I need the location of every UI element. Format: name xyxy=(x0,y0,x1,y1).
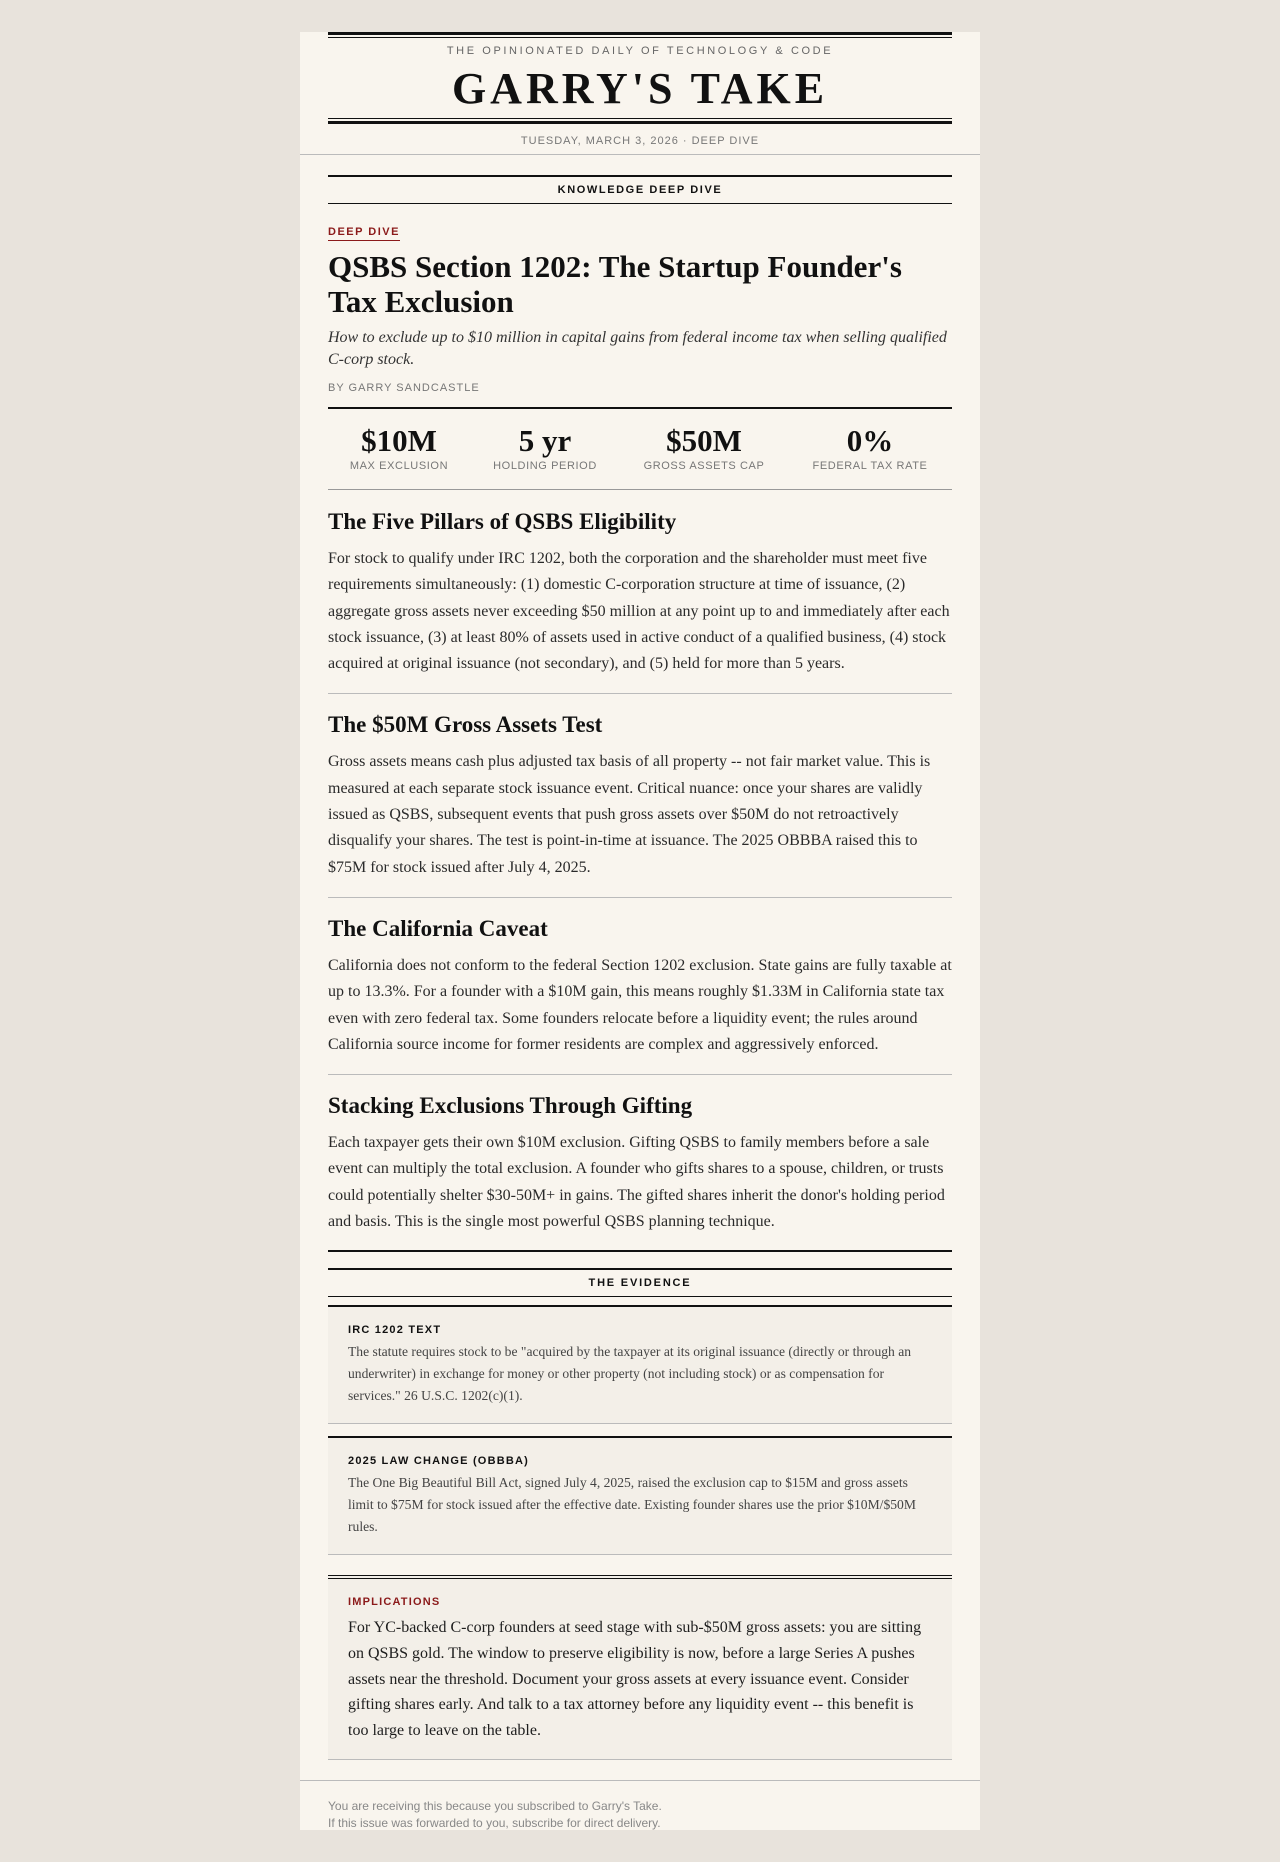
implications-body: For YC-backed C-corp founders at seed stage with sub-$50M gross assets: you are sitting on QSBS gold. The window to preserve eligibility is now, before a large Series A pushes assets near the threshold. Document your gross assets at every issuance event. Consider gifting shares early. And talk to a tax attorney before any liquidity event -- this benefit is too large to leave on the table. xyxy=(348,1619,922,1739)
evidence-body: The statute requires stock to be "acquired by the taxpayer at its original issuance (directly or through an underwriter) in exchange for money or other property (not including stock) or as compensation for services." 26 U.S.C. 1202(c)(1). xyxy=(348,1344,912,1404)
stat-label: HOLDING PERIOD xyxy=(493,460,597,472)
stat-label: MAX EXCLUSION xyxy=(349,460,449,472)
footer xyxy=(300,1780,980,1832)
article-headline: QSBS Section 1202: The Startup Founder's Tax Exclusion xyxy=(328,249,902,319)
section-body: Gross assets means cash plus adjusted tax basis of all property -- not fair market value. This is measured at each separate stock issuance event. Critical nuance: once your shares are validly issued as QSBS, subsequent events that push gross assets over $50M do not retroactively disqualify your shares. The test is point-in-time at issuance. The 2025 OBBBA raised this to $75M for stock issued after July 4, 2025. xyxy=(328,753,931,876)
section-heading: The California Caveat xyxy=(328,915,548,941)
stat-value: $10M xyxy=(361,423,437,458)
masthead-title: GARRY'S TAKE xyxy=(451,64,829,113)
section-kicker: KNOWLEDGE DEEP DIVE xyxy=(328,175,952,204)
evidence-title: IRC 1202 TEXT xyxy=(348,1324,442,1337)
masthead-rule-top xyxy=(328,32,952,35)
evidence-heading: THE EVIDENCE xyxy=(328,1268,952,1297)
category-tag[interactable]: DEEP DIVE xyxy=(328,226,400,241)
masthead-rule-top-thin xyxy=(328,37,952,38)
evidence-card-law-change xyxy=(328,1436,952,1555)
evidence-card-irc-text xyxy=(328,1305,952,1424)
main-content xyxy=(328,175,952,1780)
stat-label: FEDERAL TAX RATE xyxy=(812,460,928,472)
section-gross-assets-test xyxy=(328,694,952,896)
section-body: Each taxpayer gets their own $10M exclusion. Gifting QSBS to family members before a sale event can multiply the total exclusion. A founder who gifts shares to a spouse, children, or trusts could potentially shelter $30-50M+ in gains. The gifted shares inherit the donor's holding period and basis. This is the single most powerful QSBS planning technique. xyxy=(328,1134,945,1231)
section-heading: The Five Pillars of QSBS Eligibility xyxy=(328,509,677,534)
masthead xyxy=(328,32,952,154)
footer-subscription-note: You are receiving this because you subscribed to Garry's Take. xyxy=(328,1799,662,1814)
masthead-tagline: THE OPINIONATED DAILY OF TECHNOLOGY & CODE xyxy=(446,45,834,57)
footer-forward-note[interactable]: If this issue was forwarded to you, subscribe for direct delivery. xyxy=(328,1816,661,1831)
section-california-caveat xyxy=(328,898,952,1074)
section-body: For stock to qualify under IRC 1202, both the corporation and the shareholder must meet five requirements simultaneously: (1) domestic C-corporation structure at time of issuance, (2) aggregate gross assets never exceeding $50 million at any point up to and immediately after each stock issuance, (3) at least 80% of assets used in active conduct of a qualified business, (4) stock acquired at original issuance (not secondary), and (5) held for more than 5 years. xyxy=(328,550,950,673)
section-stacking-exclusions xyxy=(328,1075,952,1250)
article-dek: How to exclude up to $10 million in capital gains from federal income tax when selling qualified C-corp stock. xyxy=(328,329,947,368)
masthead-divider xyxy=(300,154,980,155)
evidence-body: The One Big Beautiful Bill Act, signed July 4, 2025, raised the exclusion cap to $15M and gross assets limit to $75M for stock issued after the effective date. Existing founder shares use the prior $10M/$50M rules. xyxy=(348,1475,916,1535)
implications-title: IMPLICATIONS xyxy=(348,1596,441,1609)
masthead-rule-bottom-thin xyxy=(328,118,952,119)
evidence-title: 2025 LAW CHANGE (OBBBA) xyxy=(348,1455,530,1468)
section-heading: The $50M Gross Assets Test xyxy=(328,712,603,738)
stat-holding-period xyxy=(470,409,620,489)
stat-max-exclusion xyxy=(328,409,470,489)
section-five-pillars xyxy=(328,490,952,693)
section-heading: Stacking Exclusions Through Gifting xyxy=(328,1093,693,1119)
newsletter-paper xyxy=(300,32,980,1830)
section-body: California does not conform to the federal Section 1202 exclusion. State gains are fully taxable at up to 13.3%. For a founder with a $10M gain, this means roughly $1.33M in California state tax even with zero federal tax. Some founders relocate before a liquidity event; the rules around California source income for former residents are complex and aggressively enforced. xyxy=(328,956,952,1053)
stat-value: 5 yr xyxy=(518,423,572,458)
stats-bar xyxy=(328,407,952,490)
implications-card xyxy=(328,1575,952,1760)
dateline: TUESDAY, MARCH 3, 2026 · DEEP DIVE xyxy=(520,135,760,147)
stat-gross-assets-cap xyxy=(620,409,788,489)
stat-value: $50M xyxy=(666,423,742,458)
masthead-rule-bottom xyxy=(328,121,952,124)
article-byline: BY GARRY SANDCASTLE xyxy=(328,382,480,394)
stat-label: GROSS ASSETS CAP xyxy=(643,460,765,472)
stat-federal-tax-rate xyxy=(788,409,952,489)
stat-value: 0% xyxy=(846,423,894,458)
